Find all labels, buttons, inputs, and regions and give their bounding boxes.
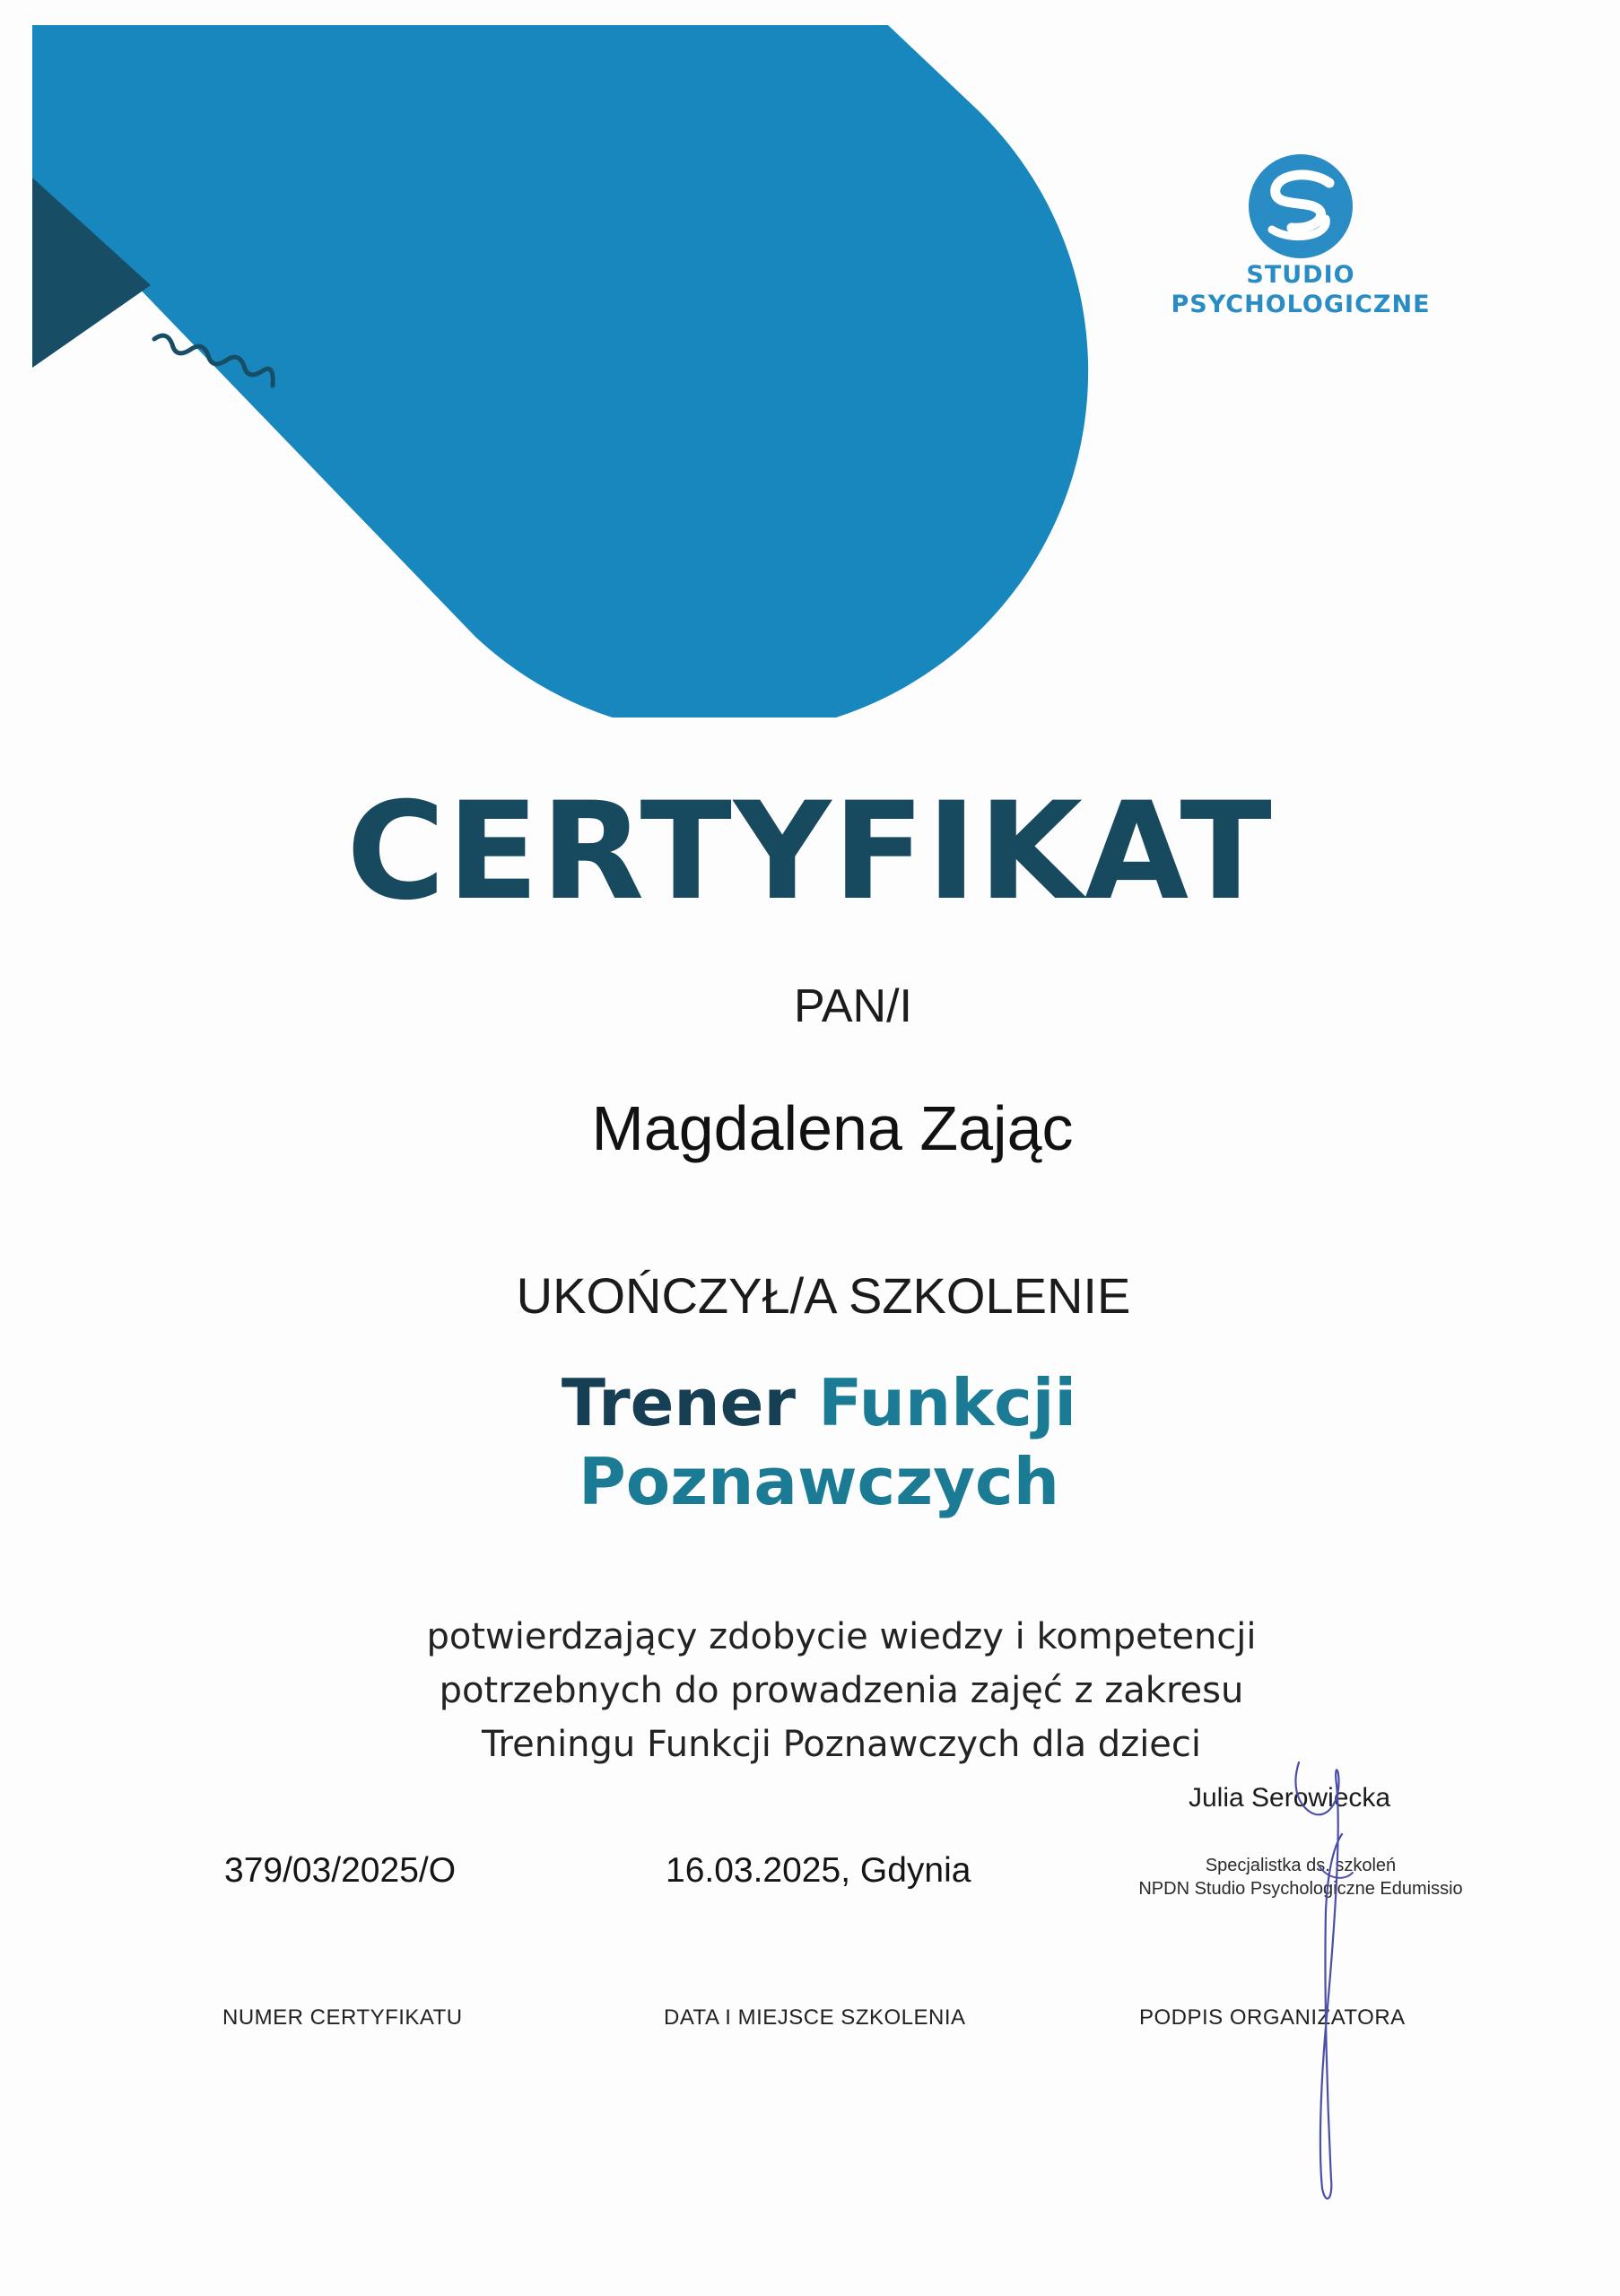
certificate-number: 379/03/2025/O bbox=[224, 1851, 457, 1890]
banner-decoration bbox=[0, 0, 1620, 718]
signer-role-line-2: NPDN Studio Psychologiczne Edumissio bbox=[1138, 1879, 1463, 1899]
banner-blue-shape bbox=[32, 25, 1088, 718]
description-line-2: potrzebnych do prowadzenia zajęć z zakresu bbox=[439, 1670, 1244, 1711]
course-name-line-1 bbox=[18, 1363, 1620, 1442]
signer-role bbox=[1126, 1854, 1476, 1900]
training-date-place-label: DATA I MIEJSCE SZKOLENIA bbox=[664, 2005, 966, 2030]
swirl-logo-icon bbox=[1247, 152, 1354, 260]
logo-text-line-1: STUDIO bbox=[1246, 261, 1355, 289]
signer-name: Julia Serowiecka bbox=[1189, 1783, 1391, 1813]
certificate-number-label: NUMER CERTYFIKATU bbox=[222, 2005, 463, 2030]
course-name bbox=[0, 1363, 1620, 1521]
course-word-funkcji: Funkcji bbox=[818, 1365, 1077, 1440]
completed-statement: UKOŃCZYŁ/A SZKOLENIE bbox=[516, 1267, 1131, 1324]
course-description bbox=[0, 1610, 1620, 1771]
recipient-name: Magdalena Zając bbox=[591, 1093, 1074, 1163]
salutation: PAN/I bbox=[794, 980, 912, 1032]
training-date-place: 16.03.2025, Gdynia bbox=[666, 1851, 971, 1890]
signer-role-line-1: Specjalistka ds. szkoleń bbox=[1205, 1856, 1397, 1875]
description-line-3: Treningu Funkcji Poznawczych dla dzieci bbox=[481, 1724, 1202, 1765]
certificate-title: CERTYFIKAT bbox=[346, 774, 1274, 930]
course-name-line-2: Poznawczych bbox=[579, 1444, 1059, 1519]
organizer-signature-label: PODPIS ORGANIZATORA bbox=[1139, 2005, 1406, 2030]
course-word-trener: Trener bbox=[561, 1365, 796, 1440]
description-line-1: potwierdzający zdobycie wiedzy i kompetencji bbox=[426, 1616, 1257, 1657]
organizer-logo bbox=[1166, 152, 1435, 319]
logo-text-line-2: PSYCHOLOGICZNE bbox=[1171, 291, 1431, 318]
